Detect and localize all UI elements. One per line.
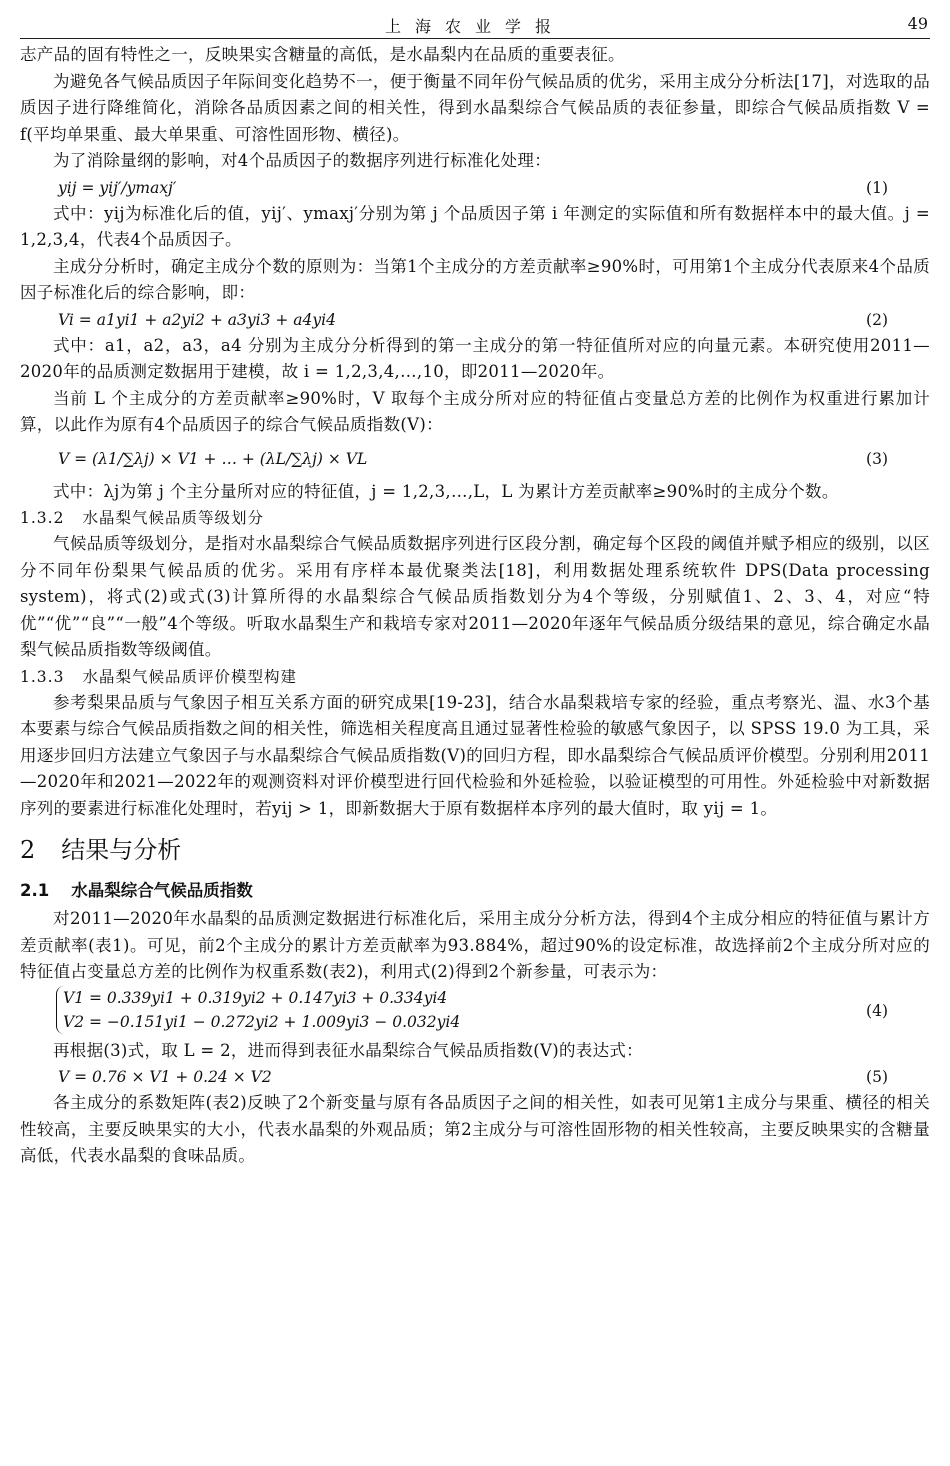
equation-system <box>56 986 930 1034</box>
equation-number: (5) <box>866 1068 888 1086</box>
equation-text: V = 0.76 × V1 + 0.24 × V2 <box>58 1068 272 1086</box>
equation-2 <box>20 307 930 333</box>
paragraph: 为避免各气候品质因子年际间变化趋势不一，便于衡量不同年份气候品质的优劣，采用主成分分析法[17]，对选取的品质因子进行降维简化，消除各品质因素之间的相关性，得到水晶梨综合气候品质的表征参量，即综合气候品质指数 V = f(平均单果重、最大单果重、可溶性固形物、横径)。 <box>20 71 930 144</box>
section-heading-1-3-3 <box>20 664 930 690</box>
section-heading-2 <box>20 828 930 872</box>
paragraph: 各主成分的系数矩阵(表2)反映了2个新变量与原有各品质因子之间的相关性，如表可见第1主成分与果重、横径的相关性较高，主要反映果实的大小，代表水晶梨的外观品质；第2主成分与可溶性固形物的相关性较高，主要反映果实的含糖量高低，代表水晶梨的食味品质。 <box>20 1093 930 1165</box>
paragraph: 式中：yij为标准化后的值，yij′、ymaxj′分别为第 j 个品质因子第 i 年测定的实际值和所有数据样本中的最大值。j = 1,2,3,4，代表4个品质因子。 <box>20 203 930 249</box>
paragraph: 式中：a1，a2，a3，a4 分别为主成分分析得到的第一主成分的第一特征值所对应的向量元素。本研究使用2011—2020年的品质测定数据用于建模，故 i = 1,2,3,4,…,10，即2011—2020年。 <box>20 335 930 381</box>
equation-text: V1 = 0.339yi1 + 0.319yi2 + 0.147yi3 + 0.334yi4 <box>63 988 448 1007</box>
paragraph: 志产品的固有特性之一，反映果实含糖量的高低，是水晶梨内在品质的重要表征。 <box>20 45 625 64</box>
section-heading-1-3-2 <box>20 505 930 531</box>
paragraph: 当前 L 个主成分的方差贡献率≥90%时，V 取每个主成分所对应的特征值占变量总方差的比例作为权重进行累加计算，以此作为原有4个品质因子的综合气候品质指数(V)： <box>20 388 930 434</box>
paragraph: 对2011—2020年水晶梨的品质测定数据进行标准化后，采用主成分分析方法，得到4个主成分相应的特征值与累计方差贡献率(表1)。可见，前2个主成分的累计方差贡献率为93.884%，超过90%的设定标准，故选择前2个主成分所对应的特征值占变量总方差的比例作为权重系数(表2)，利用式(2)得到2个新参量，可表示为： <box>20 909 930 981</box>
equation-number: (2) <box>866 310 888 329</box>
paragraph: 再根据(3)式，取 L = 2，进而得到表征水晶梨综合气候品质指数(V)的表达式： <box>53 1040 643 1060</box>
article-body <box>20 42 930 1170</box>
section-title: 水晶梨气候品质等级划分 <box>82 509 264 527</box>
equation-text: Vi = a1yi1 + a2yi2 + a3yi3 + a4yi4 <box>58 310 336 329</box>
equation-number: (3) <box>866 449 888 468</box>
section-number: 1.3.3 <box>20 667 65 686</box>
section-title: 结果与分析 <box>61 836 182 864</box>
section-number: 2.1 <box>20 881 50 900</box>
equation-number: (4) <box>866 1001 888 1020</box>
section-title: 水晶梨气候品质评价模型构建 <box>82 667 297 686</box>
equation-1 <box>20 175 930 201</box>
journal-name: 上海农业学报 <box>384 17 565 36</box>
paragraph: 为了消除量纲的影响，对4个品质因子的数据序列进行标准化处理： <box>53 151 551 170</box>
section-title: 水晶梨综合气候品质指数 <box>71 881 253 900</box>
paragraph: 主成分分析时，确定主成分个数的原则为：当第1个主成分的方差贡献率≥90%时，可用第1个主成分代表原来4个品质因子标准化后的综合影响，即： <box>20 256 930 302</box>
equation-text: yij = yij′/ymaxj′ <box>58 178 177 197</box>
equation-number: (1) <box>866 178 888 197</box>
section-number: 1.3.2 <box>20 509 65 527</box>
equation-3 <box>20 439 930 479</box>
equation-text: V = (λ1/∑λj) × V1 + … + (λL/∑λj) × VL <box>58 449 368 468</box>
running-header <box>20 8 930 39</box>
equation-5 <box>20 1064 930 1090</box>
equation-4 <box>20 986 930 1038</box>
paragraph: 气候品质等级划分，是指对水晶梨综合气候品质数据序列进行区段分割，确定每个区段的阈值并赋予相应的级别，以区分不同年份梨果气候品质的优劣。采用有序样本最优聚类法[18]，利用数据处理系统软件 DPS(Data processing system)，将式(2)或式(3)计算所得的水晶梨综合气候品质指数划分为4个等级，分别赋值1、2、3、4，对应“特优”“优”“良”“一般”4个等级。听取水晶梨生产和栽培专家对2011—2020年逐年气候品质分级结果的意见，综合确定水晶梨气候品质指数等级阈值。 <box>20 534 930 659</box>
paragraph: 参考梨果品质与气象因子相互关系方面的研究成果[19-23]，结合水晶梨栽培专家的经验，重点考察光、温、水3个基本要素与综合气候品质指数之间的相关性，筛选相关程度高且通过显著性检验的敏感气象因子，以 SPSS 19.0 为工具，采用逐步回归方法建立气象因子与水晶梨综合气候品质指数(V)的回归方程，即水晶梨综合气候品质评价模型。分别利用2011—2020年和2021—2022年的观测资料对评价模型进行回代检验和外延检验，以验证模型的可用性。外延检验中对新数据序列的要素进行标准化处理时，若yij > 1，即新数据大于原有数据样本序列的最大值时，取 yij = 1。 <box>20 692 930 818</box>
section-heading-2-1 <box>20 876 930 906</box>
equation-text: V2 = −0.151yi1 − 0.272yi2 + 1.009yi3 − 0.032yi4 <box>63 1012 461 1031</box>
section-number: 2 <box>20 836 36 864</box>
page-number: 49 <box>907 14 928 33</box>
paragraph: 式中：λj为第 j 个主分量所对应的特征值，j = 1,2,3,…,L，L 为累计方差贡献率≥90%时的主成分个数。 <box>53 481 839 501</box>
